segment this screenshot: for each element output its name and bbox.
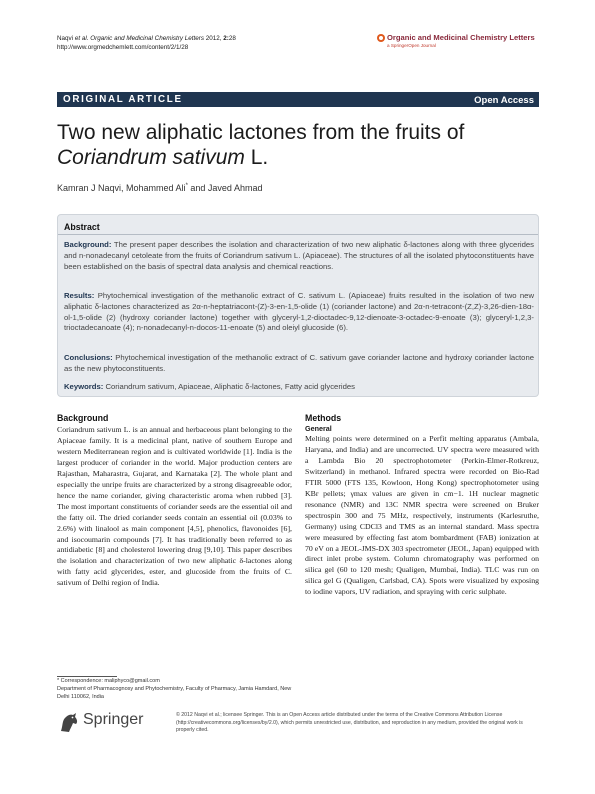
- journal-subtitle: a SpringerOpen Journal: [387, 43, 436, 48]
- citation-page: 28: [228, 35, 236, 42]
- abstract-background-text: The present paper describes the isolation and characterization of two new aliphatic δ-lactones along with three glycerides and n-nonadecanyl cetoleate from the fruits of Coriandrum sativum L. (Apiaceae). The structures of all the isolated phytoconstituents have been established on the basis of spectral data analysis and chemical reactions.: [64, 240, 534, 271]
- license-statement: © 2012 Naqvi et al.; licensee Springer. This is an Open Access article distributed under the terms of the Creative Commons Attribution License (http://creativecommons.org/licenses/by/2.0), which permits unrestricted use, distribution, and reproduction in any medium, provided the original work is properly cited.: [176, 712, 523, 733]
- article-title: [57, 120, 537, 170]
- springer-wordmark: Springer: [83, 711, 144, 728]
- abstract-keywords: [64, 382, 534, 393]
- abstract-results-label: Results:: [64, 291, 95, 300]
- citation-volume: 2:: [223, 35, 229, 42]
- citation-author: Naqvi: [57, 35, 75, 42]
- background-heading: Background: [57, 413, 109, 423]
- citation-journal: Organic and Medicinal Chemistry Letters: [88, 35, 206, 42]
- methods-section: [305, 413, 539, 598]
- journal-brand: [378, 33, 543, 48]
- abstract-conclusions: [64, 353, 534, 375]
- abstract-results-text: Phytochemical investigation of the methanolic extract of C. sativum L. (Apiaceae) fruits resulted in the isolation of two new aliphatic δ-lactones characterized as 2α-n-heptatriacont-(Z)-3-en-1,5-olide (1) (coriander lactone) and 2α-n-tetracont-(Z,Z)-3,26-dien-18α-ol-1,5-olide (2) (hydroxy coriander lactone) together with glyceryl-1,2-dioctadec-9,12-dienoate-3-octadec-9-enoate (3); glyceryl-1,2,3-trioctadecanoate (4); n-nonadecanyl-n-docos-11-enoate (5) and oleiyl glucoside (6).: [64, 291, 534, 333]
- article-type-banner: [57, 92, 539, 107]
- keywords-text: Coriandrum sativum, Apiaceae, Aliphatic δ-lactones, Fatty acid glycerides: [103, 382, 355, 391]
- open-access-label: Open Access: [474, 94, 534, 106]
- abstract-heading: Abstract: [64, 222, 100, 232]
- title-species: Coriandrum sativum: [57, 146, 245, 169]
- title-end: L.: [244, 146, 269, 169]
- footnote: [57, 678, 297, 701]
- citation-url[interactable]: http://www.orgmedchemlett.com/content/2/1/28: [57, 44, 189, 51]
- citation-header: [57, 34, 317, 52]
- methods-text: Melting points were determined on a Perfit melting apparatus (Ambala, Haryana, and India) and are uncorrected. UV spectra were measured with a Lambda Bio 20 spectrophotometer (Perkin-Elmer-Rotkreuz, Switzerland) in methanol. Infrared spectra were recorded on Bio-Rad FTIR 5000 (FTS 135, Kowloon, Hong Kong) spectrophotometer using KBr pellets; γmax values are given in cm−1. 1H nuclear magnetic resonance (NMR) and 13C NMR spectra were screened on Bruker spectrospin 300 and 75 MHz, respectively, instruments (Karlesruthe, Germany) using CDCl3 and TMS as an internal standard. Mass spectra were measured by effecting fast atom bombardment (FAB) ionization at 70 eV on a JEOL-JMS-DX 303 spectrometer (JEOL, Japan) equipped with direct inlet probe system. Column chromatography was performed on silica gel (60 to 120 mesh; Qualigen, Mumbai, India). TLC was run on silica gel G (Qualigen, Carlsbad, CA). Spots were visualized by exposing to iodine vapors, UV radiation, and spraying with ceric sulphate.: [305, 434, 539, 597]
- methods-subheading: General: [305, 424, 332, 433]
- abstract-results: [64, 291, 534, 334]
- abstract-conclusions-label: Conclusions:: [64, 353, 113, 362]
- article-type-label: ORIGINAL ARTICLE: [63, 94, 183, 105]
- corresponding-marker[interactable]: *: [185, 183, 188, 189]
- background-section: [57, 413, 292, 589]
- author-list: [57, 183, 262, 193]
- abstract-conclusions-text: Phytochemical investigation of the methanolic extract of C. sativum gave coriander lactone and hydroxy coriander lactone as the new phytoconstituents.: [64, 353, 534, 373]
- correspondence-email[interactable]: * Correspondence: maliphyco@gmail.com: [57, 678, 160, 684]
- springeropen-logo-icon: [377, 34, 385, 42]
- abstract-background: [64, 240, 534, 272]
- keywords-label: Keywords:: [64, 382, 104, 391]
- citation-year: 2012,: [205, 35, 224, 42]
- methods-heading: Methods: [305, 413, 342, 423]
- abstract-background-label: Background:: [64, 240, 112, 249]
- authors-last: and Javed Ahmad: [187, 183, 263, 193]
- footnote-divider: [57, 676, 117, 677]
- springer-logo: [57, 711, 167, 735]
- affiliation: Department of Pharmacognosy and Phytochemistry, Faculty of Pharmacy, Jamia Hamdard, New Delhi 110062, India: [57, 685, 292, 700]
- abstract-box: [57, 214, 539, 397]
- background-text: Coriandrum sativum L. is an annual and herbaceous plant belonging to the Apiaceae family. It is a medicinal plant, native of southern Europe and western Mediterranean region and is cultivated worldwide [1]. India is the largest producer of coriander in the world. Major production centers are Rajasthan, Maharastra, Gujarat, and Karnataka [2]. The whole plant and especially the unripe fruits are characterized by a strong disagreeable odor, hence the name coriander, giving characteristic aroma when rubbed [3]. The most important constituents of coriander seeds are the essential oil and the fatty oil. The dried coriander seeds contain an essential oil (0.03% to 2.6%) with linalool as main component [4,5], phenolics, flavonoides [6], and isocoumarin compounds [7]. It has traditionally been referred to as antidiabetic [8] and cholesterol lowering drug [9,10]. This paper describes the isolation and characterization of two new aliphatic δ-lactones along with fatty acid glycerides, ester, and glucoside from the fruits of C. sativum of Delhi region of India.: [57, 425, 292, 588]
- abstract-divider: [58, 234, 538, 235]
- journal-name: Organic and Medicinal Chemistry Letters: [387, 33, 535, 42]
- authors-first: Kamran J Naqvi, Mohammed Ali: [57, 183, 186, 193]
- citation-etal: et al.: [74, 35, 89, 42]
- title-line-1: Two new aliphatic lactones from the fruits of: [57, 121, 465, 144]
- springer-horse-icon: [57, 711, 81, 735]
